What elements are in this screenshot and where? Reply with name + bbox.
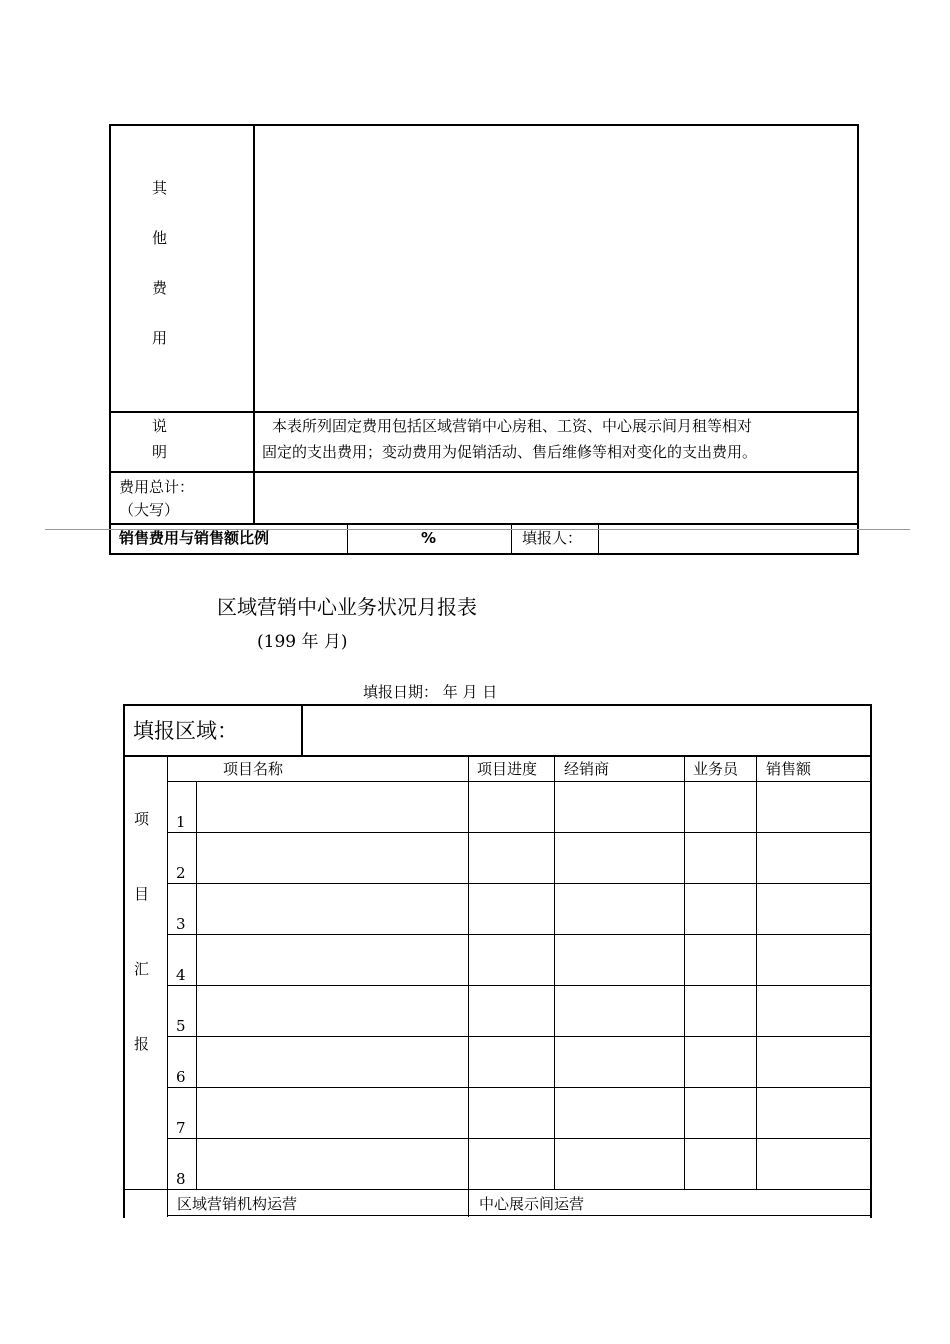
row-line-other <box>109 411 859 413</box>
regional-operations-label: 区域营销机构运营 <box>177 1195 298 1213</box>
row-number-6: 6 <box>176 1068 186 1086</box>
showroom-operations-label: 中心展示间运营 <box>479 1195 585 1213</box>
row-line-1 <box>167 832 871 833</box>
other-fee-char-4: 用 <box>152 329 168 347</box>
row-line-4 <box>167 985 871 986</box>
header-bottom-line <box>167 781 871 782</box>
side-label-char-3: 汇 <box>134 960 150 978</box>
row-line-6 <box>167 1087 871 1088</box>
row-number-7: 7 <box>176 1119 186 1137</box>
header-dealer: 经销商 <box>564 760 610 778</box>
report-top-border <box>123 704 872 706</box>
reporter-label: 填报人： <box>522 529 583 547</box>
header-salesman: 业务员 <box>693 760 739 778</box>
number-column-divider <box>196 781 197 1189</box>
dealer-column-divider <box>684 755 685 1189</box>
fill-date: 填报日期： 年 月 日 <box>363 683 498 701</box>
name-column-divider <box>468 755 469 1217</box>
header-progress: 项目进度 <box>477 760 538 778</box>
side-label-char-4: 报 <box>134 1035 150 1053</box>
side-label-char-2: 目 <box>134 885 150 903</box>
row-line-3 <box>167 934 871 935</box>
row-line-total <box>109 523 859 525</box>
row-line-5 <box>167 1036 871 1037</box>
other-fee-char-3: 费 <box>152 279 168 297</box>
row-number-4: 4 <box>176 966 186 984</box>
region-bottom-line <box>123 755 872 757</box>
ratio-label: 销售费用与销售额比例 <box>119 529 270 547</box>
report-title: 区域营销中心业务状况月报表 <box>217 595 477 619</box>
row-line-explain <box>109 471 859 473</box>
other-fee-char-2: 他 <box>152 229 168 247</box>
explain-text-line-1: 本表所列固定费用包括区域营销中心房租、工资、中心展示间月租等相对 <box>272 417 753 435</box>
side-column-divider <box>167 755 168 1217</box>
report-period: (199 年 月) <box>257 632 348 652</box>
row-line-8 <box>123 1189 872 1190</box>
bottom-row-line <box>167 1215 871 1216</box>
explain-char-1: 说 <box>152 417 168 435</box>
percent-sign: % <box>421 529 437 547</box>
header-sales: 销售额 <box>766 760 812 778</box>
label-column-divider <box>253 124 255 524</box>
page-separator <box>45 529 910 530</box>
explain-text-line-2: 固定的支出费用；变动费用为促销活动、售后维修等相对变化的支出费用。 <box>262 443 758 461</box>
other-fee-char-1: 其 <box>152 179 168 197</box>
ratio-divider-2 <box>511 523 512 554</box>
row-number-1: 1 <box>176 813 186 831</box>
row-number-3: 3 <box>176 915 186 933</box>
header-project-name: 项目名称 <box>223 760 284 778</box>
side-label-char-1: 项 <box>134 810 150 828</box>
ratio-divider-1 <box>347 523 348 554</box>
report-left-border <box>123 704 125 1218</box>
explain-char-2: 明 <box>152 443 168 461</box>
row-number-2: 2 <box>176 864 186 882</box>
row-line-2 <box>167 883 871 884</box>
ratio-divider-3 <box>598 523 599 554</box>
expense-table-frame <box>109 124 859 555</box>
region-divider <box>301 704 303 755</box>
region-label: 填报区域： <box>133 719 238 743</box>
progress-column-divider <box>554 755 555 1189</box>
row-line-7 <box>167 1138 871 1139</box>
row-number-5: 5 <box>176 1017 186 1035</box>
total-label-line-2: （大写） <box>119 501 180 519</box>
total-label-line-1: 费用总计： <box>119 478 195 496</box>
salesman-column-divider <box>756 755 757 1189</box>
row-number-8: 8 <box>176 1170 186 1188</box>
